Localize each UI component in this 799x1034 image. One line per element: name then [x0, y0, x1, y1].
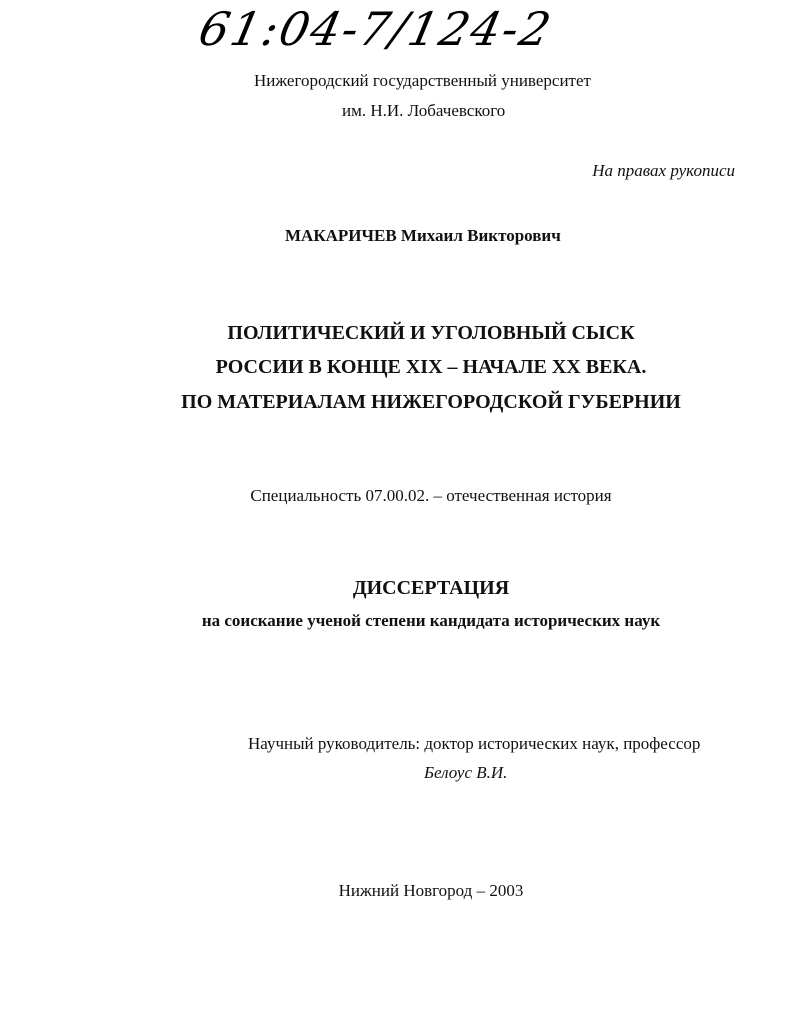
title-line-2: РОССИИ В КОНЦЕ XIX – НАЧАЛЕ XX ВЕКА. — [215, 356, 647, 378]
document-type: ДИССЕРТАЦИЯ — [352, 577, 510, 599]
title-line-1: ПОЛИТИЧЕСКИЙ И УГОЛОВНЫЙ СЫСК — [227, 322, 635, 344]
title-line-3: ПО МАТЕРИАЛАМ НИЖЕГОРОДСКОЙ ГУБЕРНИИ — [181, 391, 681, 413]
manuscript-note: На правах рукописи — [592, 161, 735, 180]
supervisor-label: Научный руководитель: доктор исторических наук, профессор — [248, 734, 701, 753]
university-name: им. Н.И. Лобачевского — [342, 101, 506, 120]
specialty: Специальность 07.00.02. – отечественная история — [250, 486, 612, 505]
degree: на соискание ученой степени кандидата исторических наук — [201, 611, 661, 630]
place-year: Нижний Новгород – 2003 — [338, 881, 524, 900]
handwritten-archive-code: 61:04-7/124-2 — [194, 2, 558, 56]
university: Нижегородский государственный университет — [254, 71, 591, 90]
supervisor-name: Белоус В.И. — [424, 763, 508, 782]
author: МАКАРИЧЕВ Михаил Викторович — [285, 226, 561, 245]
